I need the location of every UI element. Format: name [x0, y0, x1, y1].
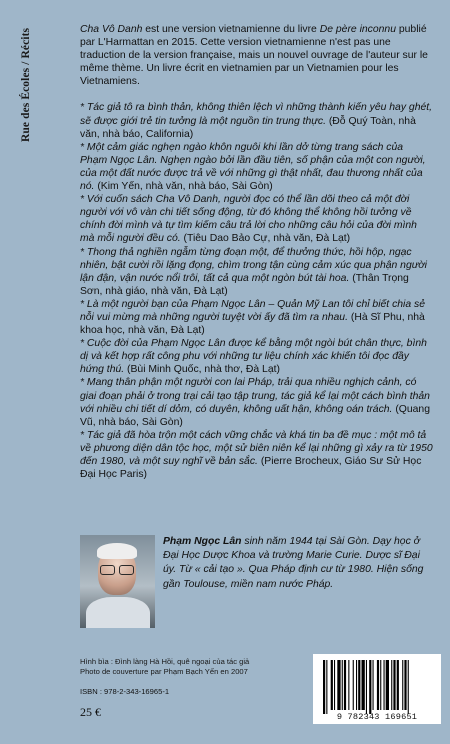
- review-quote: * Một cảm giác nghẹn ngào khôn nguôi khi lần dở từng trang sách của Phạm Ngọc Lân. Nghẹn ngào bởi lần đầu tiên, số phận của một con người, của một đất nước được trả về với những gì thật nhất, đau thương nhất của nó. (Kim Yến, nhà văn, nhà báo, Sài Gòn): [80, 141, 426, 193]
- credit-line-1: Hình bìa : Đình làng Hà Hồi, quê ngoại của tác giả: [80, 657, 250, 666]
- review-author: (Pierre Brocheux, Giáo Sư Sử Học Đại Học Paris): [80, 456, 422, 481]
- spine: [0, 0, 55, 744]
- barcode-digits: 9 782343 169651: [336, 712, 418, 722]
- author-photo: [80, 535, 155, 628]
- author-bio-text: sinh năm 1944 tại Sài Gòn. Dạy học ở Đại Học Dược Khoa và trường Marie Curie. Dược sĩ Đại úy. Từ « cải tạo ». Qua Pháp định cư từ 1980. Hiện sống gần Toulouse, miền nam nước Pháp.: [163, 536, 424, 590]
- isbn: ISBN : 978-2-343-16965-1: [80, 687, 170, 696]
- collection-title: Rue des Écoles / Récits: [20, 28, 32, 143]
- original-book-title: De père inconnu: [319, 24, 396, 35]
- review-author: (Đỗ Quý Toàn, nhà văn, nhà báo, California): [80, 115, 416, 140]
- intro-text-2: publié par L'Harmattan en 2015. Cette version vietnamienne n'est pas une traduction de la version française, mais un nouvel ouvrage de l'auteur sur le même thème. Un livre écrit en vietnamien par un Vietnamien pour les Vietnamiens.: [80, 24, 428, 88]
- photo-credits: [80, 657, 340, 677]
- review-quote: * Là một người bạn của Phạm Ngọc Lân – Quản Mỹ Lan tôi chỉ biết chia sẻ nỗi vui mừng mà những người tuyệt vời ấy đã tìm ra nhau. (Hà Sĩ Phu, nhà khoa học, nhà văn, Đà Lạt): [80, 298, 425, 337]
- price: 25 €: [80, 705, 101, 719]
- review-quote: * Tác giả đã hòa trộn một cách vững chắc và khá tin ba đề mục : một mô tả về phương diện dân tộc học, một sử biên niên kể lại những gì xảy ra từ 1950 đến 1980, và một suy nghĩ về bản sắc. (Pierre Brocheux, Giáo Sư Sử Học Đại Học Paris): [80, 429, 433, 481]
- author-bio: [163, 535, 428, 592]
- intro-paragraph: [80, 23, 433, 88]
- review-quote: * Thong thả nghiền ngẫm từng đoạn một, để thưởng thức, hồi hộp, ngạc nhiên, bật cười rồi lặng đọng, chìm trong tận cùng cảm xúc qua phận người lận đận, vận nước nổi trôi, tất cả qua một ngòn bút tài hoa. (Thân Trọng Sơn, nhà giáo, nhà văn, Đà Lạt): [80, 246, 427, 297]
- credit-line-2: Photo de couverture par Phạm Bạch Yến en 2007: [80, 667, 248, 676]
- review-author: (Bùi Minh Quốc, nhà thơ, Đà Lạt): [127, 364, 280, 376]
- review-author: (Thân Trọng Sơn, nhà giáo, nhà văn, Đà Lạt): [80, 272, 409, 297]
- review-author: (Kim Yến, nhà văn, nhà báo, Sài Gòn): [97, 181, 273, 193]
- review-quote: * Tác giả tô ra bình thản, không thiên lệch vì những thành kiến yêu hay ghét, sẽ được giới trẻ tin tưởng là một nguồn tin trung thực. (Đỗ Quý Toàn, nhà văn, nhà báo, California): [80, 102, 433, 140]
- barcode: [313, 654, 441, 724]
- review-quote: * Cuộc đời của Phạm Ngọc Lân được kể bằng một ngòi bút chân thực, bình dị và kết hợp rất công phu với những tư liệu chính xác khiến tôi đọc đầy hứng thú. (Bùi Minh Quốc, nhà thơ, Đà Lạt): [80, 338, 427, 376]
- book-title: Cha Vô Danh: [80, 24, 143, 35]
- review-quotes: [80, 101, 433, 481]
- intro-text-1: est une version vietnamienne du livre: [142, 24, 320, 35]
- author-section: [80, 535, 433, 630]
- main-text: [80, 23, 433, 481]
- review-quote: * Với cuốn sách Cha Vô Danh, người đọc có thể lần dõi theo cả một đời người với vô vàn chi tiết sống động, từ đó không thể không hồi tưởng về chính đời mình và tự tìm kiếm câu trả lời cho những câu hỏi của đời mình mà mỗi người đều có. (Tiêu Dao Bảo Cự, nhà văn, Đà Lạt): [80, 194, 417, 245]
- review-author: (Tiêu Dao Bảo Cự, nhà văn, Đà Lạt): [183, 233, 351, 245]
- review-author: (Quang Vũ, nhà báo, Sài Gòn): [80, 403, 430, 428]
- author-name: Phạm Ngọc Lân: [163, 536, 242, 547]
- review-quote: * Mang thân phận một người con lai Pháp, trải qua nhiều nghịch cảnh, có giai đoạn phải ở trong trại cải tạo tập trung, tác giả kể lại một cách bình thản với nhiều chi tiết dí dỏm, có duyên, không uất hận, không oán trách. (Quang Vũ, nhà báo, Sài Gòn): [80, 377, 430, 428]
- review-author: (Hà Sĩ Phu, nhà khoa học, nhà văn, Đà Lạt): [80, 311, 425, 337]
